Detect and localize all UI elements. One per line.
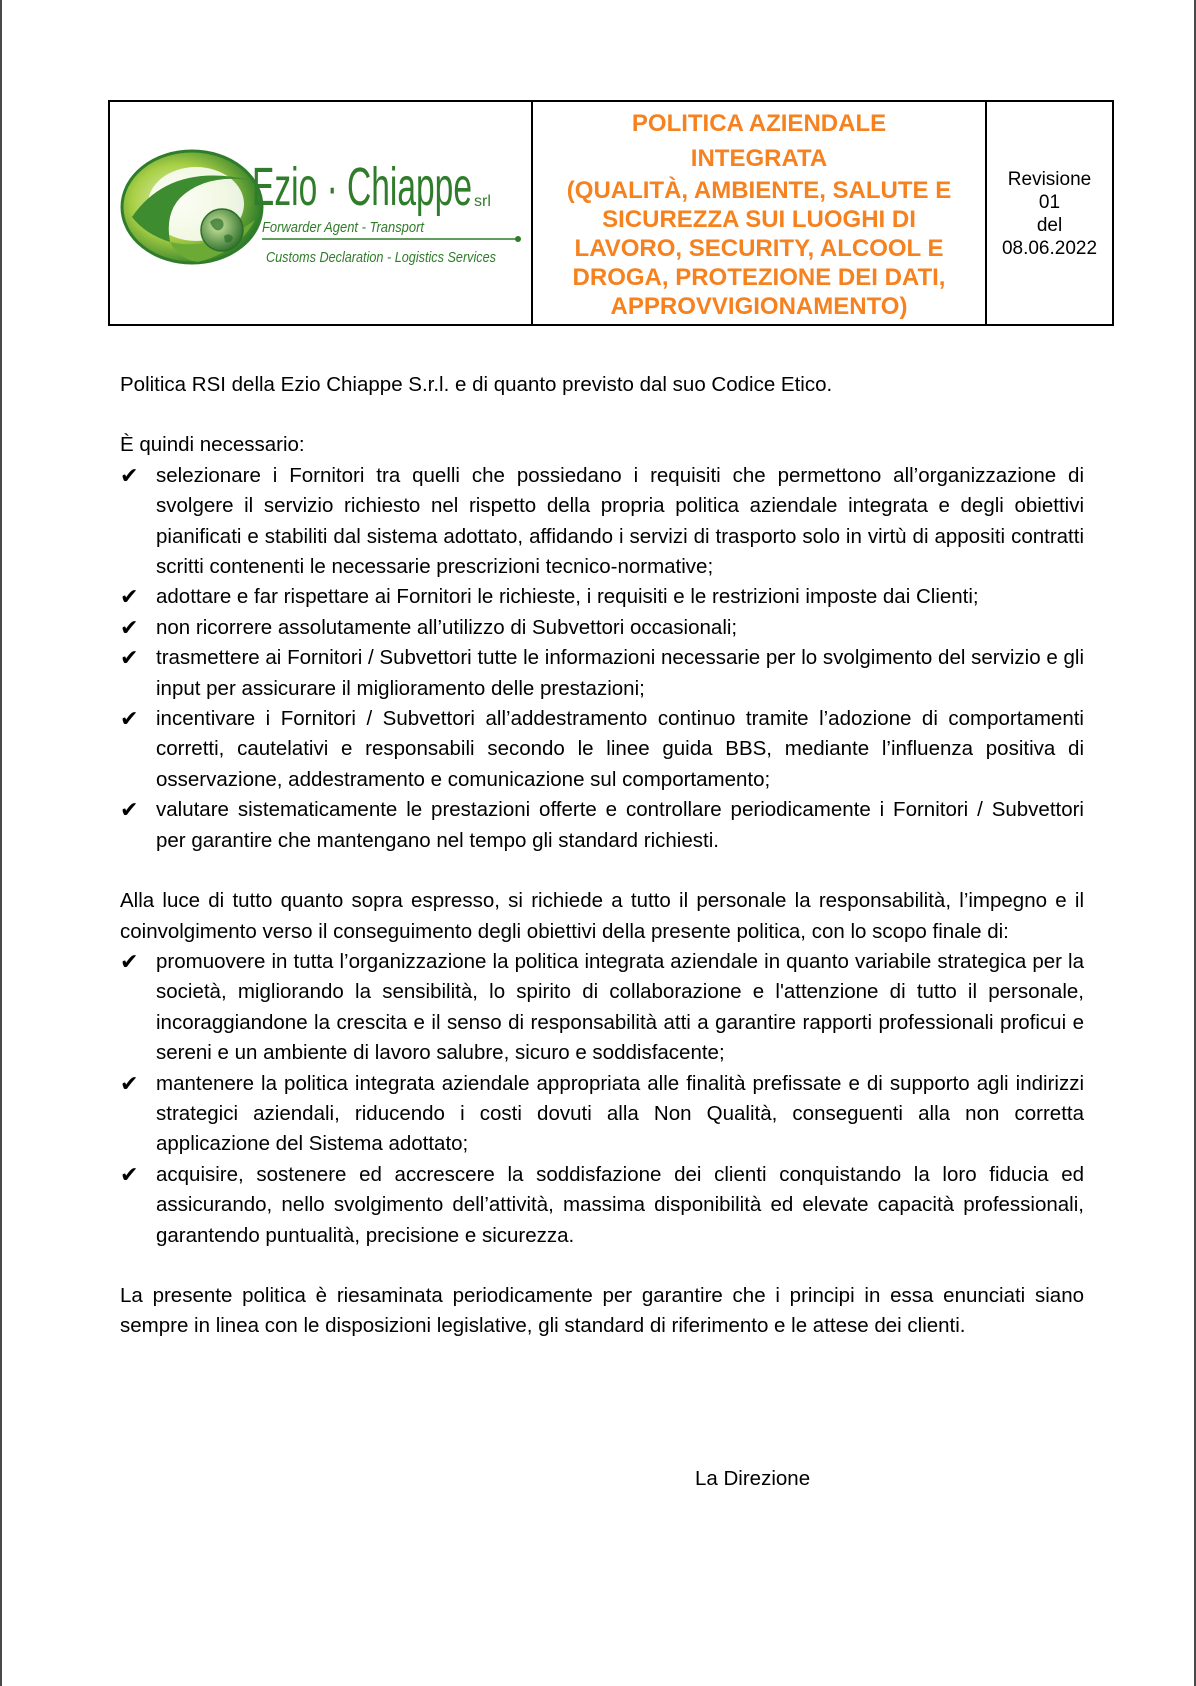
list-item: ✔ promuovere in tutta l’organizzazione la politica integrata aziendale in quanto variabile strategica per la società, migliorando la sensibilità, lo spirito di collaborazione e l'attenzione di tutto il personale, incoraggiandone la crescita e il senso di responsabilità atti a garantire rapporti professionali proficui e sereni e un ambiente di lavoro salubre, sicuro e soddisfacente; bbox=[120, 948, 1084, 1065]
check-icon: ✔ bbox=[120, 645, 139, 671]
check-icon: ✔ bbox=[120, 706, 139, 732]
document-subtitle-line: (QUALITÀ, AMBIENTE, SALUTE E bbox=[566, 176, 952, 204]
logo-dot-icon bbox=[515, 236, 521, 242]
supplier-requirements-list bbox=[120, 461, 1084, 856]
logo-tagline-2: Customs Declaration - Logistics Services bbox=[266, 249, 497, 266]
globe-swoosh-logo-icon bbox=[122, 151, 262, 263]
check-icon: ✔ bbox=[120, 1161, 139, 1187]
check-icon: ✔ bbox=[120, 614, 139, 640]
check-icon: ✔ bbox=[120, 948, 139, 974]
document-title-line: INTEGRATA bbox=[690, 144, 828, 172]
document-body bbox=[120, 370, 1084, 1342]
revision-del: del bbox=[1036, 215, 1063, 236]
revision-label: Revisione bbox=[1007, 169, 1092, 190]
check-icon: ✔ bbox=[120, 797, 139, 823]
list-item: ✔ selezionare i Fornitori tra quelli che possiedano i requisiti che permettono all’organizzazione di svolgere il servizio richiesto nel rispetto della propria politica aziendale integrata e degli obiettivi pianificati e stabiliti dal sistema adottato, affidando i servizi di trasporto solo in virtù di appositi contratti scritti contenenti le necessarie prescrizioni tecnico-normative; bbox=[120, 462, 1084, 579]
list-item: ✔ mantenere la politica integrata aziendale appropriata alle finalità prefissate e di supporto agli indirizzi strategici aziendali, riducendo i costi dovuti alla Non Qualità, conseguenti alla non corretta applicazione del Sistema adottato; bbox=[120, 1070, 1084, 1156]
title-cell bbox=[533, 102, 987, 324]
signature: La Direzione bbox=[695, 1467, 811, 1490]
list-item: ✔ trasmettere ai Fornitori / Subvettori tutte le informazioni necessarie per lo svolgimento del servizio e gli input per assicurare il miglioramento delle prestazioni; bbox=[120, 645, 1084, 700]
necessario-paragraph: È quindi necessario: bbox=[120, 433, 305, 457]
document-title-line: POLITICA AZIENDALE bbox=[631, 109, 887, 137]
alla-luce-paragraph: Alla luce di tutto quanto sopra espresso, si richiede a tutto il personale la responsabilità, l’impegno e il coinvolgimento verso il conseguimento degli obiettivi della presente politica, con lo scopo finale di: bbox=[120, 889, 1084, 943]
check-icon: ✔ bbox=[120, 462, 139, 488]
list-item: ✔ non ricorrere assolutamente all’utilizzo di Subvettori occasionali; bbox=[120, 613, 1084, 643]
list-item: ✔ acquisire, sostenere ed accrescere la soddisfazione dei clienti conquistando la loro fiducia ed assicurando, nello svolgimento dell’attività, massima disponibilità ed elevate capacità professionali, garantendo puntualità, precisione e sicurezza. bbox=[120, 1161, 1084, 1247]
list-item: ✔ incentivare i Fornitori / Subvettori all’addestramento continuo tramite l’adozione di comportamenti corretti, cautelativi e responsabili secondo le linee guida BBS, mediante l’influenza positiva di osservazione, addestramento e comunicazione sul comportamento; bbox=[120, 706, 1084, 791]
document-page bbox=[2, 0, 1194, 1686]
logo-suffix-text: srl bbox=[474, 193, 491, 210]
check-icon: ✔ bbox=[120, 584, 139, 610]
document-subtitle-line: DROGA, PROTEZIONE DEI DATI, bbox=[572, 263, 946, 291]
revision-date: 08.06.2022 bbox=[1001, 238, 1098, 259]
list-item: ✔ adottare e far rispettare ai Fornitori le richieste, i requisiti e le restrizioni imposte dai Clienti; bbox=[120, 582, 1084, 612]
check-icon: ✔ bbox=[120, 1070, 139, 1096]
revision-cell bbox=[987, 102, 1112, 324]
revision-number: 01 bbox=[1038, 192, 1061, 213]
conclusion-paragraph: La presente politica è riesaminata periodicamente per garantire che i principi in essa enunciati siano sempre in linea con le disposizioni legislative, gli standard di riferimento e le attese dei clienti. bbox=[120, 1283, 1084, 1338]
document-subtitle-line: APPROVVIGIONAMENTO) bbox=[610, 292, 908, 320]
list-item: ✔ valutare sistematicamente le prestazioni offerte e controllare periodicamente i Fornitori / Subvettori per garantire che mantengano nel tempo gli standard richiesti. bbox=[120, 797, 1084, 852]
intro-paragraph: Politica RSI della Ezio Chiappe S.r.l. e di quanto previsto dal suo Codice Etico. bbox=[120, 373, 833, 396]
logo-brand-text: Ezio · Chiappe bbox=[252, 157, 472, 217]
logo-cell bbox=[110, 102, 533, 324]
document-subtitle-line: LAVORO, SECURITY, ALCOOL E bbox=[574, 234, 944, 262]
company-logo bbox=[110, 102, 529, 324]
logo-tagline-1: Forwarder Agent - Transport bbox=[262, 219, 425, 236]
document-subtitle-line: SICUREZZA SUI LUOGHI DI bbox=[602, 205, 916, 233]
objectives-list bbox=[120, 947, 1084, 1251]
header-table bbox=[108, 100, 1114, 326]
